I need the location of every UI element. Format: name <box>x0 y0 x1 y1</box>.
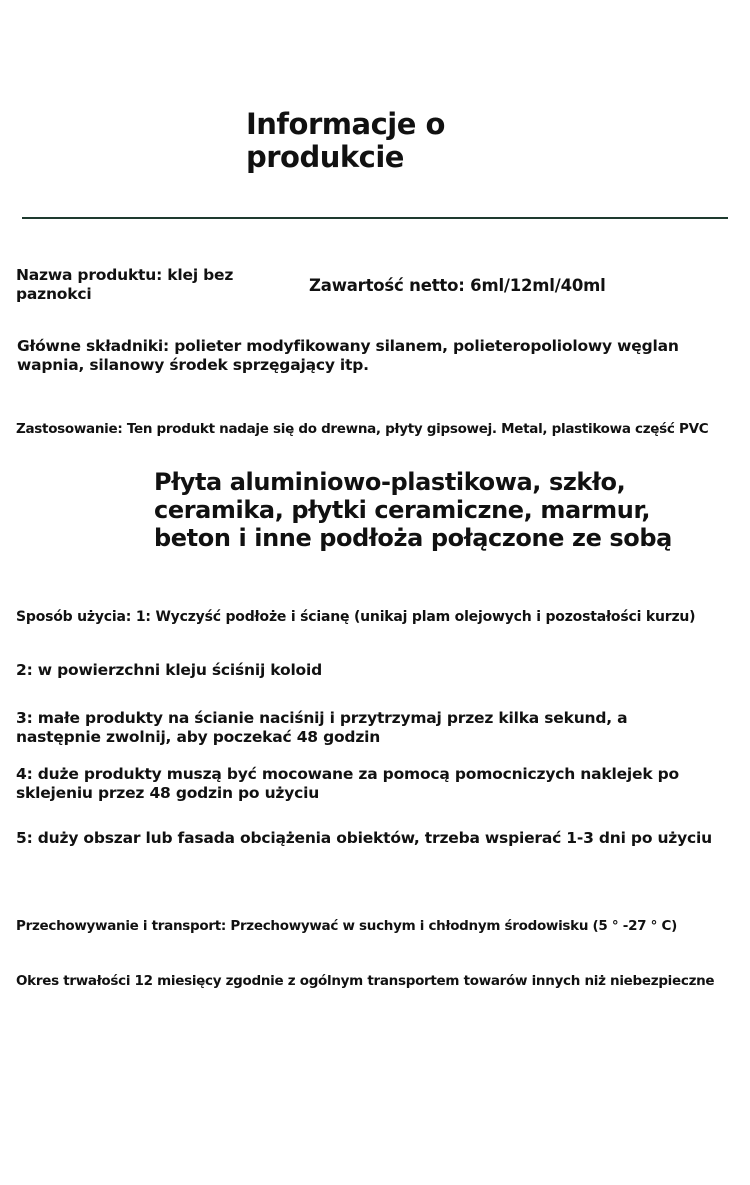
usage-step-4: 4: duże produkty muszą być mocowane za pomocą pomocniczych naklejek po sklejeniu przez 48 godzin po użyciu <box>16 765 679 802</box>
shelf-life: Okres trwałości 12 miesięcy zgodnie z ogólnym transportem towarów innych niż niebezpieczne <box>16 973 715 989</box>
product-name: Nazwa produktu: klej bez paznokci <box>16 266 234 303</box>
usage-step-1: Sposób użycia: 1: Wyczyść podłoże i ścianę (unikaj plam olejowych i pozostałości kurzu) <box>16 609 696 625</box>
ingredients: Główne składniki: polieter modyfikowany silanem, polieteropoliolowy węglan wapnia, silanowy środek sprzęgający itp. <box>17 337 679 374</box>
storage-transport: Przechowywanie i transport: Przechowywać w suchym i chłodnym środowisku (5 ° -27 ° C) <box>16 918 677 934</box>
net-content: Zawartość netto: 6ml/12ml/40ml <box>309 276 606 295</box>
page-title: Informacje o produkcie <box>246 107 445 174</box>
usage-step-3: 3: małe produkty na ścianie naciśnij i przytrzymaj przez kilka sekund, a następnie zwolnij, aby poczekać 48 godzin <box>16 709 628 746</box>
header-divider <box>22 217 728 219</box>
substrates: Płyta aluminiowo-plastikowa, szkło, ceramika, płytki ceramiczne, marmur, beton i inne podłoża połączone ze sobą <box>154 468 672 552</box>
usage-step-2: 2: w powierzchni kleju ściśnij koloid <box>16 661 323 679</box>
application: Zastosowanie: Ten produkt nadaje się do drewna, płyty gipsowej. Metal, plastikowa część PVC <box>16 421 709 437</box>
usage-step-5: 5: duży obszar lub fasada obciążenia obiektów, trzeba wspierać 1-3 dni po użyciu <box>16 829 712 847</box>
